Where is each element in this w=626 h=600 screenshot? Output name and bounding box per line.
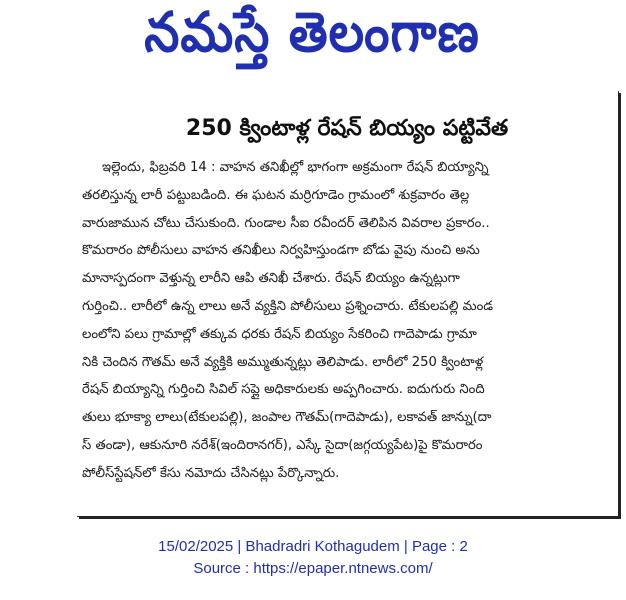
- body-line: లంలోని పలు గ్రామాల్లో తక్కువ ధరకు రేషన్ బియ్యం సేకరించి గాదెపాడు గ్రామా: [82, 326, 477, 342]
- newspaper-masthead: [112, 0, 512, 74]
- body-line: స్ తండా), ఆకునూరి నరేశ్(ఇందిరానగర్), ఎస్కే సైదా(జగ్గయ్యపేట)పై కొమరారం: [82, 437, 483, 453]
- body-line: వారుజామున చోటు చేసుకుంది. గుండాల సీఐ రవీందర్ తెలిపిన వివరాల ప్రకారం..: [82, 215, 490, 231]
- article-headline: 250 క్వింటాళ్ల రేషన్ బియ్యం పట్టివేత: [185, 116, 509, 141]
- body-line: తులు భూక్యా లాలు(టేకులపల్లి), జంపాల గౌతమ్(గాదెపాడు), లకావత్ జాన్ను(దా: [82, 410, 492, 426]
- body-line: తరలిస్తున్న లారీ పట్టుబడింది. ఈ ఘటన మర్రిగూడెం గ్రామంలో శుక్రవారం తెల్ల: [82, 187, 470, 203]
- masthead-title: నమస్తే తెలంగాణ: [144, 0, 480, 64]
- body-line: గుర్తించి.. లారీలో ఉన్న లాలు అనే వ్యక్తిని పోలీసులు ప్రశ్నించారు. టేకులపల్లి మండ: [82, 298, 494, 314]
- article-clipping: [76, 90, 618, 516]
- body-line: ఇల్లెందు, ఫిబ్రవరి 14 : వాహన తనిఖీల్లో భాగంగా అక్రమంగా రేషన్ బియ్యాన్ని: [102, 160, 489, 175]
- body-line: నికి చెందిన గౌతమ్ అనే వ్యక్తికి అమ్ముతున్నట్లు తెలిపాడు. లారీలో 250 క్వింటాళ్ల: [82, 354, 484, 370]
- body-line: రేషన్ బియ్యాన్ని గుర్తించి సివిల్ సప్లై అధికారులకు అప్పగించారు. ఐదుగురు నింది: [82, 382, 485, 398]
- page-footer: [0, 536, 626, 580]
- body-line: మానాస్పదంగా వెళ్తున్న లారీని ఆపి తనిఖీ చేశారు. రేషన్ బియ్యం ఉన్నట్లుగా: [82, 271, 460, 287]
- publication-meta: 15/02/2025 | Bhadradri Kothagudem | Page : 2: [158, 538, 468, 555]
- body-line: కొమరారం పోలీసులు వాహన తనిఖీలు నిర్వహిస్తుండగా బోడు వైపు నుంచి అను: [82, 243, 480, 259]
- article-body: [82, 154, 612, 488]
- source-link[interactable]: Source : https://epaper.ntnews.com/: [193, 560, 433, 577]
- body-line: పోలీస్‌స్టేషన్‌లో కేసు నమోదు చేసినట్లు పేర్కొన్నారు.: [82, 465, 340, 481]
